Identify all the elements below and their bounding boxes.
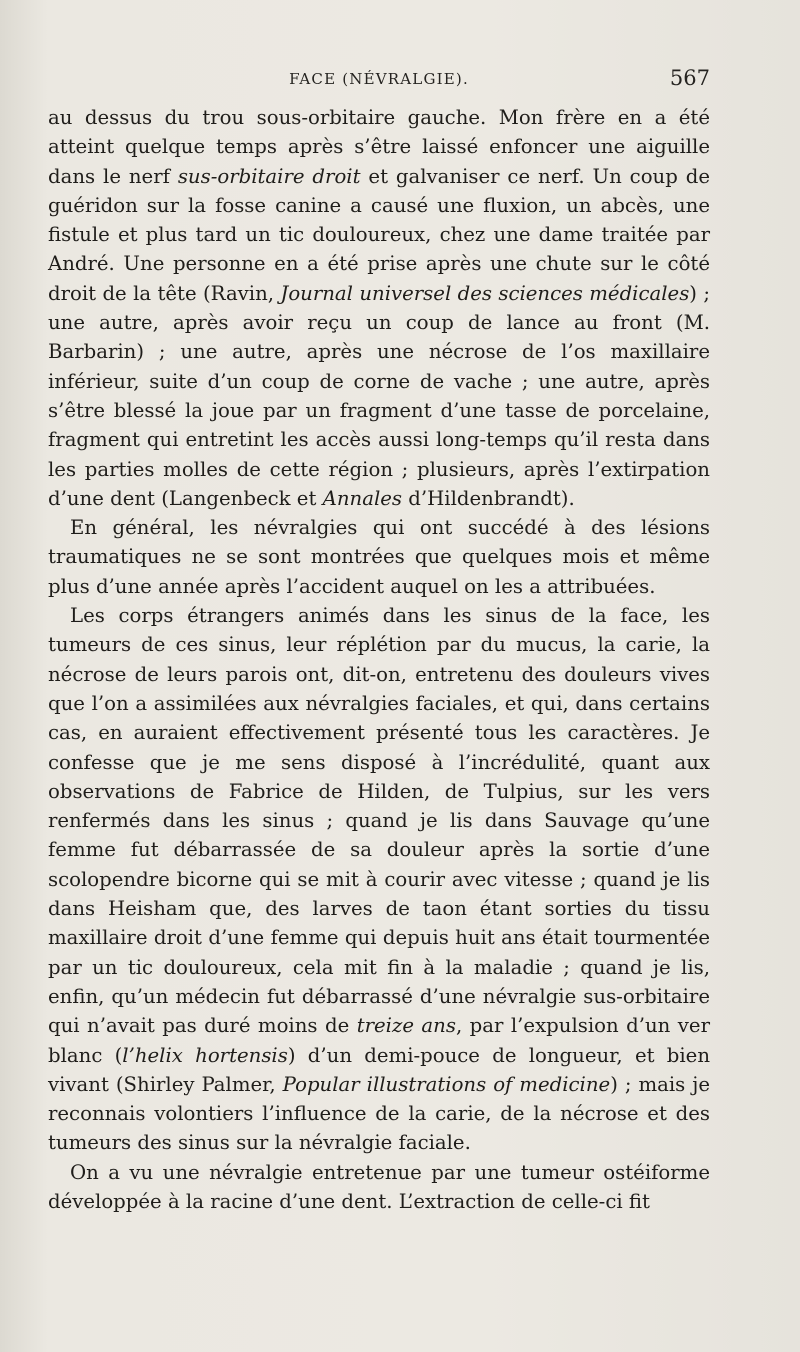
paragraph bbox=[48, 1158, 710, 1217]
page-number: 567 bbox=[669, 66, 710, 90]
italic-text: l’helix hortensis bbox=[122, 1043, 288, 1067]
paragraph bbox=[48, 513, 710, 601]
text-run: On a vu une névralgie entretenue par une tumeur ostéiforme développée à la racine d’une dent. L’extraction de celle-ci fit bbox=[48, 1160, 710, 1213]
italic-text: treize ans bbox=[356, 1014, 456, 1038]
text-run: En général, les névralgies qui ont succédé à des lésions traumatiques ne se sont montrées que quelques mois et même plus d’une année après l’accident auquel on les a attribuées. bbox=[48, 516, 710, 598]
text-run: au dessus du trou sous-orbitaire gauche. Mon frère en a été atteint quelque temps après s’être laissé enfoncer une aiguille dans le nerf bbox=[48, 106, 710, 188]
paragraph bbox=[48, 601, 710, 1158]
running-head: FACE (NÉVRALGIE). bbox=[289, 70, 469, 88]
page-header bbox=[48, 66, 710, 96]
paragraph bbox=[48, 103, 710, 513]
italic-text: Journal universel des sciences médicales bbox=[280, 281, 690, 305]
text-run: Les corps étrangers animés dans les sinus de la face, les tumeurs de ces sinus, leur réplétion par du mucus, la carie, la nécrose de leurs parois ont, dit-on, entretenu des douleurs vives que l’on a assimilées aux névralgies faciales, et qui, dans certains cas, en auraient effectivement présenté tous les caractères. Je confesse que je me sens disposé à l’incrédulité, quant aux observations de Fabrice de Hilden, de Tulpius, sur les vers renfermés dans les sinus ; quand je lis dans Sauvage qu’une femme fut débarrassée de sa douleur après la sortie d’une scolopendre bicorne qui se mit à courir avec vitesse ; quand je lis dans Heisham que, des larves de taon étant sorties du tissu maxillaire droit d’une femme qui depuis huit ans était tourmentée par un tic douloureux, cela mit fin à la maladie ; quand je lis, enfin, qu’un médecin fut débarrassé d’une névralgie sus-orbitaire qui n’avait pas duré moins de bbox=[48, 604, 710, 1038]
text-run: et galvaniser ce nerf. Un coup de guéridon sur la fosse canine a causé une fluxion, un abcès, une fistule et plus tard un tic douloureux, chez une dame traitée par André. Une personne en a été prise après une chute sur le côté droit de la tête (Ravin, bbox=[48, 164, 710, 305]
text-run: ) d’un demi-pouce de longueur, et bien vivant (Shirley Palmer, bbox=[48, 1043, 710, 1096]
text-run: ) ; une autre, après avoir reçu un coup de lance au front (M. Barbarin) ; une autre, après une nécrose de l’os maxillaire inférieur, suite d’un coup de corne de vache ; une autre, après s’être blessé la joue par un fragment d’une tasse de porcelaine, fragment qui entretint les accès aussi long-temps qu’il resta dans les parties molles de cette région ; plusieurs, après l’extirpation d’une dent (Langenbeck et bbox=[48, 281, 710, 510]
text-run: , par l’expulsion d’un ver blanc ( bbox=[48, 1014, 710, 1067]
italic-text: Annales bbox=[322, 486, 403, 510]
italic-text: sus-orbitaire droit bbox=[177, 164, 361, 188]
italic-text: Popular illustrations of medicine bbox=[282, 1072, 611, 1096]
page-body bbox=[48, 103, 710, 1216]
text-run: d’Hildenbrandt). bbox=[402, 486, 575, 510]
text-run: ) ; mais je reconnais volontiers l’influence de la carie, de la nécrose et des tumeurs des sinus sur la névralgie faciale. bbox=[48, 1072, 710, 1155]
